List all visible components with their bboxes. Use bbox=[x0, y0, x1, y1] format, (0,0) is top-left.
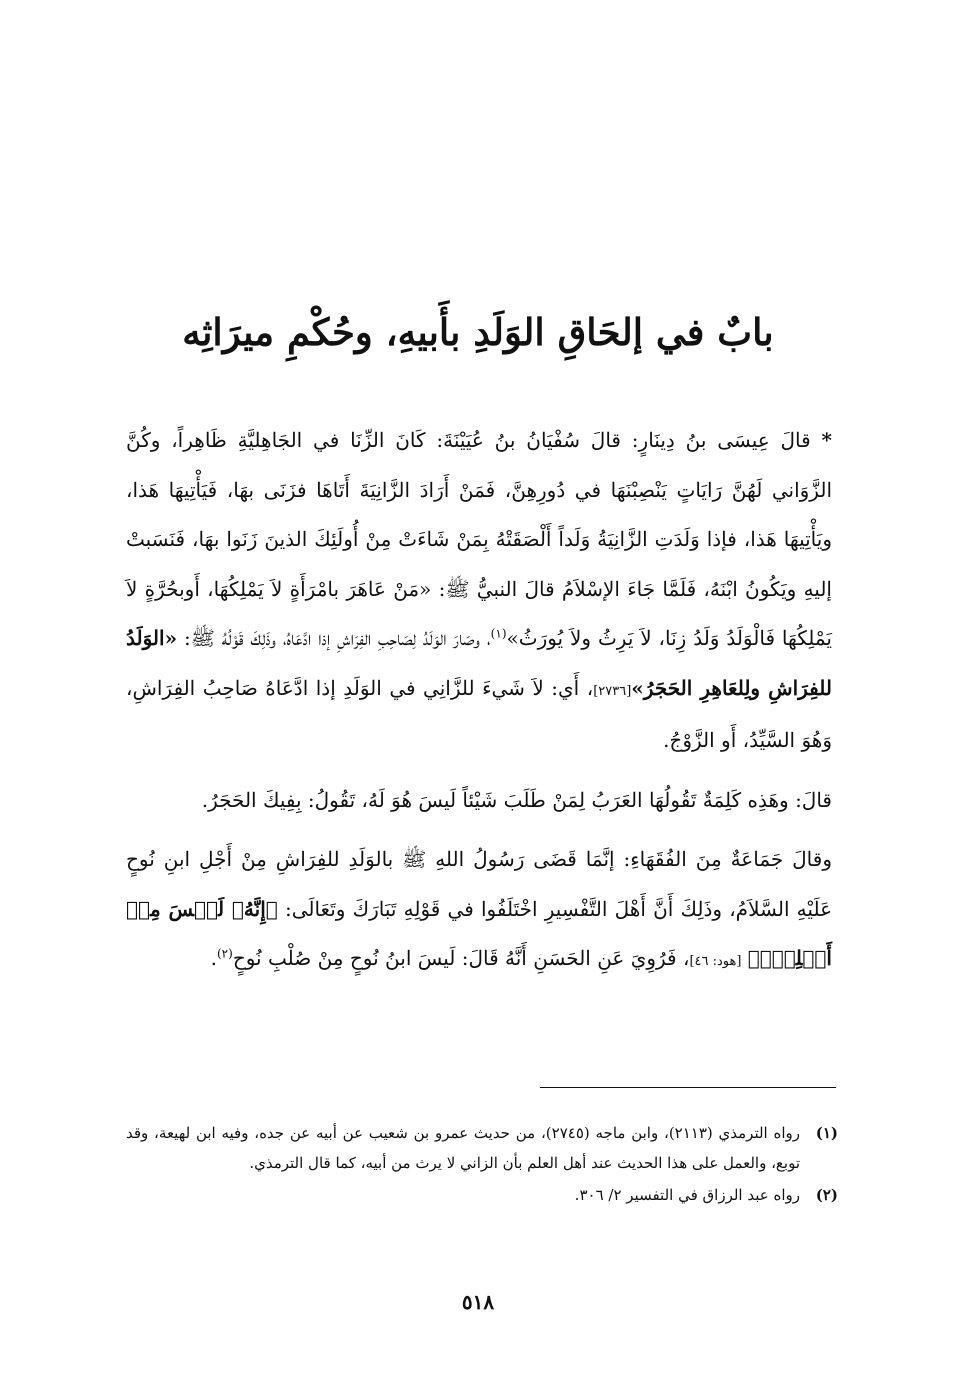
hadith-quote: «الوَلَدُ للفِرَاشِ ولِلعَاهِرِ الحَجَرُ» bbox=[126, 626, 833, 700]
quran-reference: [هود: ٤٦] bbox=[689, 954, 742, 969]
paragraph-3-end: . bbox=[210, 946, 217, 970]
paragraph-3 bbox=[126, 835, 832, 987]
footnote-2 bbox=[126, 1180, 838, 1210]
footnote-number: (٢) bbox=[815, 1186, 838, 1204]
paragraph-1-text-b: ، وصَارَ الوَلَدُ لِصَاحِبِ الفِرَاشِ إذا ادَّعَاهُ، وذَلِكَ قَوْلُهُ ﷺ: bbox=[177, 626, 491, 650]
paragraph-3-text-b: ، فَرُوِيَ عَنِ الحَسَنِ أَنَّهُ قَالَ: لَيسَ ابنُ نُوحٍ مِنْ صُلْبِ نُوحٍ bbox=[232, 946, 690, 970]
footnotes bbox=[126, 1118, 838, 1212]
hadith-reference: [٢٧٣٦] bbox=[593, 683, 632, 699]
footnote-text: رواه الترمذي (٢١١٣)، وابن ماجه (٢٧٤٥)، من حديث عمرو بن شعيب عن أبيه عن جده، وفيه ابن لهيعة، وقد توبع، والعمل على هذا الحديث عند أهل العلم بأن الزاني لا يرث من أبيه، كما قال الترمذي. bbox=[126, 1124, 800, 1172]
paragraph-1 bbox=[126, 416, 832, 766]
paragraph-marker: * bbox=[821, 428, 832, 452]
footnote-ref-2[interactable]: (٢) bbox=[216, 946, 233, 961]
paragraph-2: قالَ: وهَذِه كَلِمَةٌ تَقُولُهَا العَرَبُ لِمَنْ طَلَبَ شَيْئاً لَيسَ هُوَ لَهُ، تَقُولُ: بِفِيكَ الحَجَرُ. bbox=[201, 787, 832, 812]
paragraph-1-text-a: قالَ عِيسَى بنُ دِينَارٍ: قالَ سُفْيَانُ بنُ عُيَيْنَةَ: كَانَ الزِّنَا في الجَاهِليَّةِ ظَاهِراً، وكُنَّ الزَّوَاني لَهُنَّ رَايَاتٍ يَنْصِبْنَهَا في دُورِهِنَّ، فَمَنْ أَرَادَ الزَّانِيَةَ أَتَاهَا فزَنَى بهَا، فَيَأْتِيهَا هَذا، ويَأْتِيهَا هَذا، فإذا وَلَدَتِ الزَّانِيَةُ وَلَداً أَلْصَقَتْهُ بِمَنْ شَاءَتْ مِنْ أُولَئِكَ الذينَ زَنَوا بهَا، فَنَسَبتْ إليهِ ويَكُونُ ابْنَهُ، فَلَمَّا جَاءَ الإسْلاَمُ قالَ النبيُّ ﷺ: «مَنْ عَاهَرَ بامْرَأَةٍ لاَ يَمْلِكُهَا، أَوبحُرَّةٍ لاَ يَمْلِكُهَا فَالْوَلَدُ وَلَدُ زِنَا، لاَ يَرِثُ ولاَ يُورَثُ» bbox=[126, 428, 832, 650]
footnote-number: (١) bbox=[815, 1124, 838, 1142]
footnote-text: رواه عبد الرزاق في التفسير ٢/ ٣٠٦. bbox=[574, 1186, 800, 1204]
footnote-ref-1[interactable]: (١) bbox=[490, 626, 507, 641]
chapter-title: بابٌ في إلحَاقِ الوَلَدِ بأَبيهِ، وحُكْمِ ميرَاثِه bbox=[182, 310, 774, 354]
paragraph-1-text-c: ، أَي: لاَ شَيءَ للزَّانِي في الوَلَدِ إذا ادَّعَاهُ صَاحِبُ الفِرَاشِ، وَهُوَ السَّيِّدُ، أَو الزَّوْجُ. bbox=[126, 675, 832, 752]
page-number: ٥١٨ bbox=[461, 1290, 495, 1314]
quran-verse: ﴿إِنَّهُۥ لَيۡسَ مِنۡ أَهۡلِكَۖ﴾ bbox=[126, 896, 832, 970]
paragraph-3-text-a: وقالَ جَمَاعَةٌ مِنَ الفُقَهَاءِ: إنَّمَا قَضَى رَسُولُ اللهِ ﷺ بالوَلَدِ للفِرَاشِ مِنْ أَجْلِ ابنِ نُوحٍ عَلَيْهِ السَّلاَمُ، وذَلِكَ أَنَّ أَهْلَ التَّفْسِيرِ اخْتَلَفُوا في قَوْلِهِ تَبَارَكَ وتَعَالَى: bbox=[126, 847, 832, 921]
main-text bbox=[126, 416, 832, 987]
footnote-1 bbox=[126, 1118, 838, 1178]
footnote-separator bbox=[540, 1087, 836, 1088]
